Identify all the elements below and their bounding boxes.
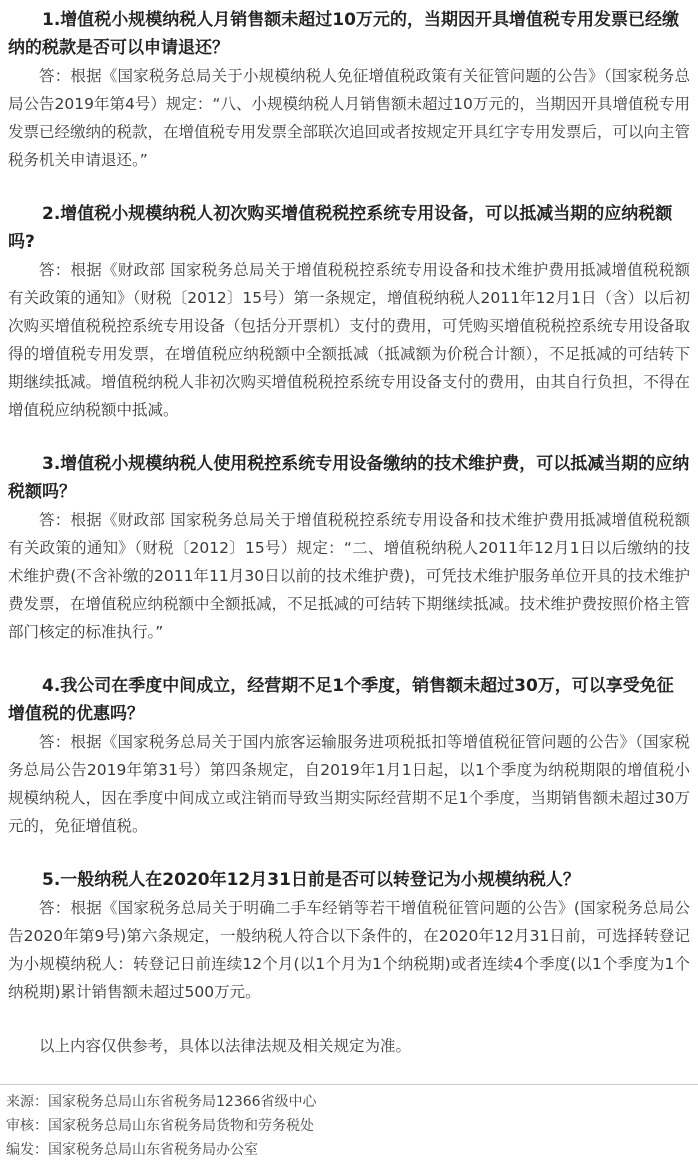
question-4: 4.我公司在季度中间成立，经营期不足1个季度，销售额未超过30万，可以享受免征增值税的优惠吗？: [8, 676, 674, 724]
credit-source: 来源：国家税务总局山东省税务局12366省级中心: [6, 1094, 317, 1110]
credit-editor: 编发：国家税务总局山东省税务局办公室: [6, 1142, 258, 1158]
qa-item-2: [8, 200, 690, 424]
qa-item-5: [8, 866, 690, 1006]
qa-item-4: [8, 672, 690, 840]
question-2: 2.增值税小规模纳税人初次购买增值税税控系统专用设备，可以抵减当期的应纳税额吗?: [8, 204, 673, 252]
article-body: [8, 6, 690, 1060]
question-3: 3.增值税小规模纳税人使用税控系统专用设备缴纳的技术维护费，可以抵减当期的应纳税额吗？: [8, 454, 690, 502]
credits-block: [6, 1090, 317, 1162]
credit-review: 审核：国家税务总局山东省税务局货物和劳务税处: [6, 1118, 314, 1134]
qa-item-3: [8, 450, 690, 646]
question-5: 5.一般纳税人在2020年12月31日前是否可以转登记为小规模纳税人？: [42, 870, 580, 890]
answer-3: 答：根据《财政部 国家税务总局关于增值税税控系统专用设备和技术维护费用抵减增值税税额有关政策的通知》（财税〔2012〕15号）规定：“二、增值税纳税人2011年12月1日以后缴纳的技术维护费(不含补缴的2011年11月30日以前的技术维护费)，可凭技术维护服务单位开具的技术维护费发票，在增值税应纳税额中全额抵减，不足抵减的可结转下期继续抵减。技术维护费按照价格主管部门核定的标准执行。”: [8, 511, 691, 641]
answer-2: 答：根据《财政部 国家税务总局关于增值税税控系统专用设备和技术维护费用抵减增值税税额有关政策的通知》（财税〔2012〕15号）第一条规定，增值税纳税人2011年12月1日（含）以后初次购买增值税税控系统专用设备（包括分开票机）支付的费用，可凭购买增值税税控系统专用设备取得的增值税专用发票，在增值税应纳税额中全额抵减（抵减额为价税合计额），不足抵减的可结转下期继续抵减。增值税纳税人非初次购买增值税税控系统专用设备支付的费用，由其自行负担，不得在增值税应纳税额中抵减。: [8, 261, 691, 419]
footer-divider: [0, 1084, 698, 1085]
answer-5: 答：根据《国家税务总局关于明确二手车经销等若干增值税征管问题的公告》(国家税务总局公告2020年第9号)第六条规定，一般纳税人符合以下条件的，在2020年12月31日前，可选择转登记为小规模纳税人：转登记日前连续12个月(以1个月为1个纳税期)或者连续4个季度(以1个季度为1个纳税期)累计销售额未超过500万元。: [8, 899, 690, 1001]
disclaimer: 以上内容仅供参考，具体以法律法规及相关规定为准。: [39, 1037, 412, 1055]
question-1: 1.增值税小规模纳税人月销售额未超过10万元的，当期因开具增值税专用发票已经缴纳的税款是否可以申请退还？: [8, 10, 679, 58]
qa-item-1: [8, 6, 690, 174]
answer-1: 答：根据《国家税务总局关于小规模纳税人免征增值税政策有关征管问题的公告》（国家税务总局公告2019年第4号）规定：“八、小规模纳税人月销售额未超过10万元的，当期因开具增值税专用发票已经缴纳的税款，在增值税专用发票全部联次追回或者按规定开具红字专用发票后，可以向主管税务机关申请退还。”: [8, 67, 691, 169]
answer-4: 答：根据《国家税务总局关于国内旅客运输服务进项税抵扣等增值税征管问题的公告》（国家税务总局公告2019年第31号）第四条规定，自2019年1月1日起，以1个季度为纳税期限的增值税小规模纳税人，因在季度中间成立或注销而导致当期实际经营期不足1个季度，当期销售额未超过30万元的，免征增值税。: [8, 733, 690, 835]
